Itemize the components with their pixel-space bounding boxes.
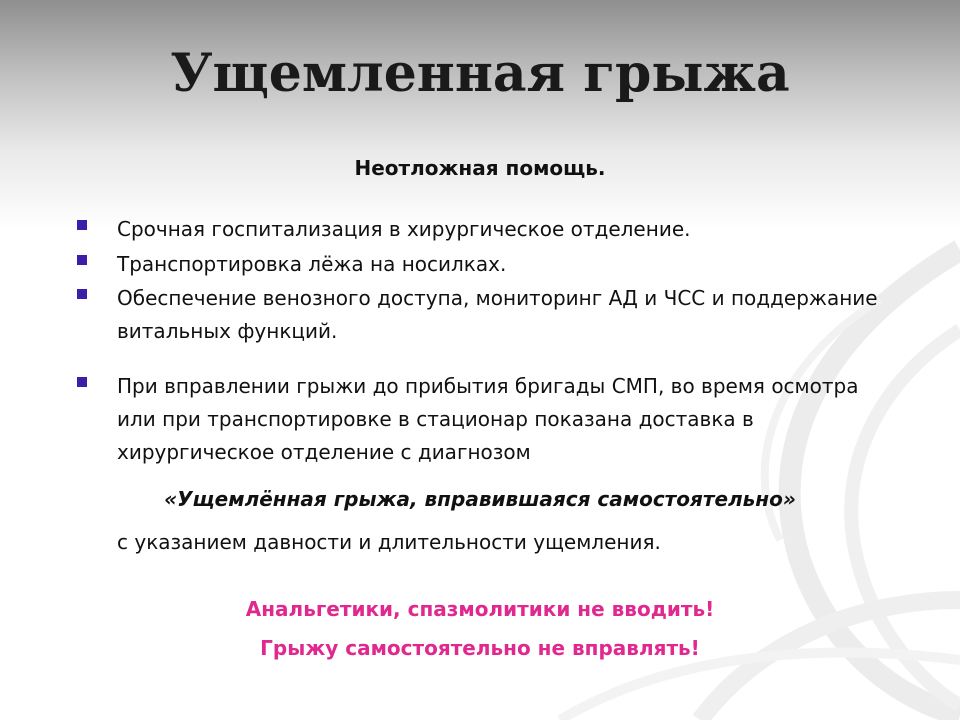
square-bullet-icon — [77, 377, 87, 387]
diagnosis-tail: с указанием давности и длительности ущемления. — [117, 530, 661, 554]
warning-analgesics: Анальгетики, спазмолитики не вводить! — [245, 597, 715, 621]
warning-no-reduction: Грыжу самостоятельно не вправлять! — [260, 636, 700, 660]
bullet-text: Обеспечение венозного доступа, мониторинг АД и ЧСС и поддержание витальных функций. — [117, 286, 878, 343]
bullet-text: Срочная госпитализация в хирургическое отделение. — [117, 217, 691, 241]
diagnosis-quote: «Ущемлённая грыжа, вправившаяся самостоятельно» — [164, 487, 796, 511]
slide-subtitle: Неотложная помощь. — [354, 156, 606, 180]
bullet-text: При вправлении грыжи до прибытия бригады СМП, во время осмотра или при транспортировке в стационар показана доставка в хирургическое отделение с диагнозом — [117, 374, 859, 464]
bullet-text: Транспортировка лёжа на носилках. — [117, 252, 507, 276]
square-bullet-icon — [77, 220, 87, 230]
square-bullet-icon — [77, 255, 87, 265]
square-bullet-icon — [77, 289, 87, 299]
slide-title: Ущемленная грыжа — [170, 43, 790, 104]
